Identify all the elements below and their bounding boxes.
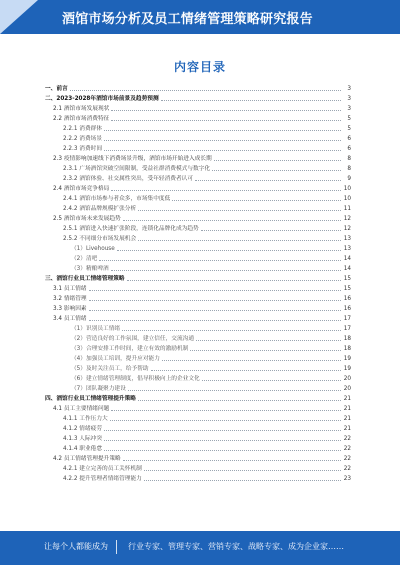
toc-item-label: 4.1.2 情绪疲劳	[63, 426, 103, 432]
toc-item[interactable]	[53, 284, 351, 294]
toc-leader-dots	[161, 95, 341, 101]
toc-item-page: 16	[343, 306, 351, 312]
toc-item-label: 3.1 员工情绪	[53, 286, 87, 292]
toc-item[interactable]	[71, 264, 351, 274]
toc-item[interactable]	[63, 194, 351, 204]
toc-item-page: 21	[343, 396, 351, 402]
toc-leader-dots	[89, 315, 341, 321]
toc-item-label: 2.5 酒馆市场未来发展趋势	[53, 216, 121, 222]
toc-item-page: 15	[343, 276, 351, 282]
toc-leader-dots	[138, 395, 341, 401]
toc-item-label: 2.4.1 酒馆市场参与者众多，市场集中度低	[63, 196, 171, 202]
toc-item-page: 6	[347, 146, 351, 152]
toc-leader-dots	[123, 455, 341, 461]
toc-item[interactable]	[63, 234, 351, 244]
toc-item-label: 4.2 员工情绪管理提升策略	[53, 456, 121, 462]
toc-item-page: 5	[347, 126, 351, 132]
toc-item-page: 10	[343, 186, 351, 192]
toc-leader-dots	[162, 355, 341, 361]
toc-item-label: 3.3 影响因素	[53, 306, 87, 312]
toc-leader-dots	[111, 185, 341, 191]
toc-title: 内容目录	[173, 60, 226, 74]
toc-item[interactable]	[53, 404, 351, 414]
toc-item-label: 2.4 酒馆市场竞争格局	[53, 186, 110, 192]
toc-leader-dots	[111, 115, 341, 121]
toc-item[interactable]	[71, 364, 351, 374]
toc-leader-dots	[104, 435, 341, 441]
toc-item-page: 3	[347, 86, 351, 92]
toc-item[interactable]	[53, 294, 351, 304]
toc-item[interactable]	[71, 334, 351, 344]
toc-leader-dots	[138, 205, 341, 211]
toc-leader-dots	[110, 415, 341, 421]
toc-item-page: 12	[343, 226, 351, 232]
toc-item-label: 2.3.1 广场酒馆突破空间限制，受益社群消费模式与数字化	[63, 166, 211, 172]
toc-leader-dots	[201, 225, 341, 231]
toc-item[interactable]	[63, 134, 351, 144]
toc-item-label: （5）及时关注员工，给予帮助	[71, 366, 149, 372]
toc-item[interactable]	[53, 314, 351, 324]
toc-item-page: 16	[343, 296, 351, 302]
toc-item-page: 10	[343, 196, 351, 202]
toc-leader-dots	[117, 245, 341, 251]
toc-item-label: 一、前言	[45, 86, 68, 92]
toc-item-label: （1）识别员工情绪	[71, 326, 121, 332]
header-decoration	[0, 0, 38, 34]
toc-item[interactable]	[63, 224, 351, 234]
toc-leader-dots	[89, 305, 341, 311]
toc-leader-dots	[202, 375, 341, 381]
toc-item-label: 2.2 酒馆市场消费特征	[53, 116, 110, 122]
toc-leader-dots	[89, 285, 341, 291]
toc-item-label: 2.3.2 酒馆体验、社交属性突出，受年轻消费者认可	[63, 176, 194, 182]
toc-item-page: 5	[347, 116, 351, 122]
toc-leader-dots	[151, 365, 341, 371]
toc-leader-dots	[89, 295, 341, 301]
footer-left-text: 让每个人都能成为	[44, 542, 108, 551]
toc-item[interactable]	[63, 204, 351, 214]
toc-item-page: 14	[343, 256, 351, 262]
document-footer	[0, 531, 400, 565]
toc-leader-dots	[214, 155, 341, 161]
toc-item[interactable]	[71, 244, 351, 254]
toc-item[interactable]	[45, 274, 351, 284]
toc-item-page: 8	[347, 156, 351, 162]
toc-item[interactable]	[63, 164, 351, 174]
toc-item-page: 18	[343, 346, 351, 352]
toc-item-page: 20	[343, 386, 351, 392]
toc-leader-dots	[104, 145, 341, 151]
toc-item-label: 2.5.1 酒馆进入快速扩张阶段，连锁化品牌化成为趋势	[63, 226, 199, 232]
toc-item-page: 22	[343, 456, 351, 462]
toc-item-label: 二、2023-2028年酒馆市场前景及趋势预测	[45, 96, 159, 102]
toc-item[interactable]	[45, 94, 351, 104]
toc-item[interactable]	[71, 354, 351, 364]
footer-separator	[116, 540, 117, 554]
toc-item-label: 2.5.2 不同细分市场发展机会	[63, 236, 137, 242]
toc-item-label: 2.4.2 酒馆品牌规模扩张分析	[63, 206, 137, 212]
toc-item-label: 2.2.1 消费群体	[63, 126, 103, 132]
toc-item[interactable]	[71, 344, 351, 354]
toc-item-label: 2.2.3 消费时间	[63, 146, 103, 152]
toc-item-page: 21	[343, 416, 351, 422]
toc-item-page: 3	[347, 96, 351, 102]
toc-item[interactable]	[63, 124, 351, 134]
toc-item[interactable]	[45, 84, 351, 94]
toc-leader-dots	[212, 165, 341, 171]
toc-item[interactable]	[63, 434, 351, 444]
toc-leader-dots	[196, 335, 341, 341]
toc-item[interactable]	[71, 324, 351, 334]
toc-leader-dots	[104, 425, 341, 431]
document-header	[0, 0, 400, 34]
toc-leader-dots	[70, 85, 341, 91]
toc-item-label: 3.4 员工情绪	[53, 316, 87, 322]
toc-item-label: 4.1 员工主要情绪问题	[53, 406, 110, 412]
toc-item[interactable]	[53, 104, 351, 114]
toc-leader-dots	[111, 265, 341, 271]
toc-leader-dots	[144, 475, 341, 481]
toc-item-label: 2.3 疫情影响加速线下消费场景升级，酒馆市场开始进入成长期	[53, 156, 212, 162]
toc-item[interactable]	[53, 304, 351, 314]
toc-item-page: 15	[343, 286, 351, 292]
toc-leader-dots	[123, 215, 341, 221]
toc-leader-dots	[138, 235, 341, 241]
toc-leader-dots	[104, 135, 341, 141]
toc-item[interactable]	[63, 174, 351, 184]
toc-item-label: （3）合理安排工作时间，建立有效的激励机制	[71, 346, 189, 352]
toc-item[interactable]	[53, 154, 351, 164]
toc-leader-dots	[111, 105, 341, 111]
header-title: 酒馆市场分析及员工情绪管理策略研究报告	[62, 12, 313, 27]
toc-leader-dots	[111, 405, 341, 411]
toc-item-label: 2.1 酒馆市场发展现状	[53, 106, 110, 112]
toc-item-page: 12	[343, 216, 351, 222]
toc-item-label: 2.2.2 消费场景	[63, 136, 103, 142]
toc-leader-dots	[195, 175, 341, 181]
toc-item[interactable]	[63, 474, 351, 484]
toc-item-page: 23	[343, 476, 351, 482]
toc-item-page: 17	[343, 316, 351, 322]
toc-item-label: 4.1.1 工作压力大	[63, 416, 108, 422]
toc-item-label: （4）加强员工培训，提升应对能力	[71, 356, 160, 362]
toc-item[interactable]	[63, 144, 351, 154]
toc-item-page: 3	[347, 106, 351, 112]
toc-item-page: 22	[343, 446, 351, 452]
toc-leader-dots	[99, 255, 341, 261]
toc-leader-dots	[104, 125, 341, 131]
toc-leader-dots	[172, 195, 341, 201]
toc-item-page: 8	[347, 166, 351, 172]
toc-item[interactable]	[63, 424, 351, 434]
toc-leader-dots	[190, 345, 341, 351]
toc-item-label: 4.1.3 人际冲突	[63, 436, 103, 442]
footer-right-text: 行业专家、管理专家、营销专家、战略专家、成为企业家……	[128, 542, 344, 551]
toc-item-page: 17	[343, 326, 351, 332]
toc-item-page: 19	[343, 356, 351, 362]
toc-item-label: 四、酒馆行业员工情绪管理提升策略	[45, 396, 136, 402]
toc-item[interactable]	[71, 254, 351, 264]
toc-leader-dots	[122, 325, 341, 331]
toc-item[interactable]	[63, 464, 351, 474]
toc-item-label: （7）团队凝聚力建设	[71, 386, 126, 392]
toc-item-page: 19	[343, 366, 351, 372]
toc-item-page: 21	[343, 406, 351, 412]
toc-item-label: 4.1.4 职业倦怠	[63, 446, 103, 452]
toc-leader-dots	[144, 465, 341, 471]
toc-item-label: 4.2.2 提升管理者情绪管理能力	[63, 476, 142, 482]
toc-leader-dots	[128, 385, 341, 391]
toc-item-page: 6	[347, 136, 351, 142]
toc-item-page: 9	[347, 176, 351, 182]
toc-item[interactable]	[53, 184, 351, 194]
toc-item[interactable]	[71, 384, 351, 394]
toc-item-label: （2）清吧	[71, 256, 98, 262]
toc-item-page: 13	[343, 236, 351, 242]
toc-item-label: （1）Livehouse	[71, 246, 115, 252]
toc-item-label: 3.2 情绪管理	[53, 296, 87, 302]
toc-item-page: 11	[343, 206, 351, 212]
toc-leader-dots	[104, 445, 341, 451]
toc-item[interactable]	[53, 214, 351, 224]
toc-item[interactable]	[53, 114, 351, 124]
toc-item-page: 20	[343, 376, 351, 382]
toc-item-page: 22	[343, 466, 351, 472]
toc-item[interactable]	[53, 454, 351, 464]
toc-item-label: （2）营造良好的工作氛围，建立信任，交流沟通	[71, 336, 195, 342]
toc-item-page: 18	[343, 336, 351, 342]
toc-item[interactable]	[71, 374, 351, 384]
toc-item-label: 三、酒馆行业员工情绪管理策略	[45, 276, 125, 282]
toc-item-page: 22	[343, 436, 351, 442]
toc-item-label: 4.2.1 建立完善的员工关怀机制	[63, 466, 142, 472]
toc-leader-dots	[127, 275, 341, 281]
toc-item-label: （6）建立情绪管理制度，倡导积极向上的企业文化	[71, 376, 200, 382]
toc-item[interactable]	[63, 444, 351, 454]
toc-item-page: 13	[343, 246, 351, 252]
toc-item[interactable]	[63, 414, 351, 424]
toc-item-page: 14	[343, 266, 351, 272]
toc-item[interactable]	[45, 394, 351, 404]
toc-item-page: 21	[343, 426, 351, 432]
toc-item-label: （3）精酿啤酒	[71, 266, 109, 272]
